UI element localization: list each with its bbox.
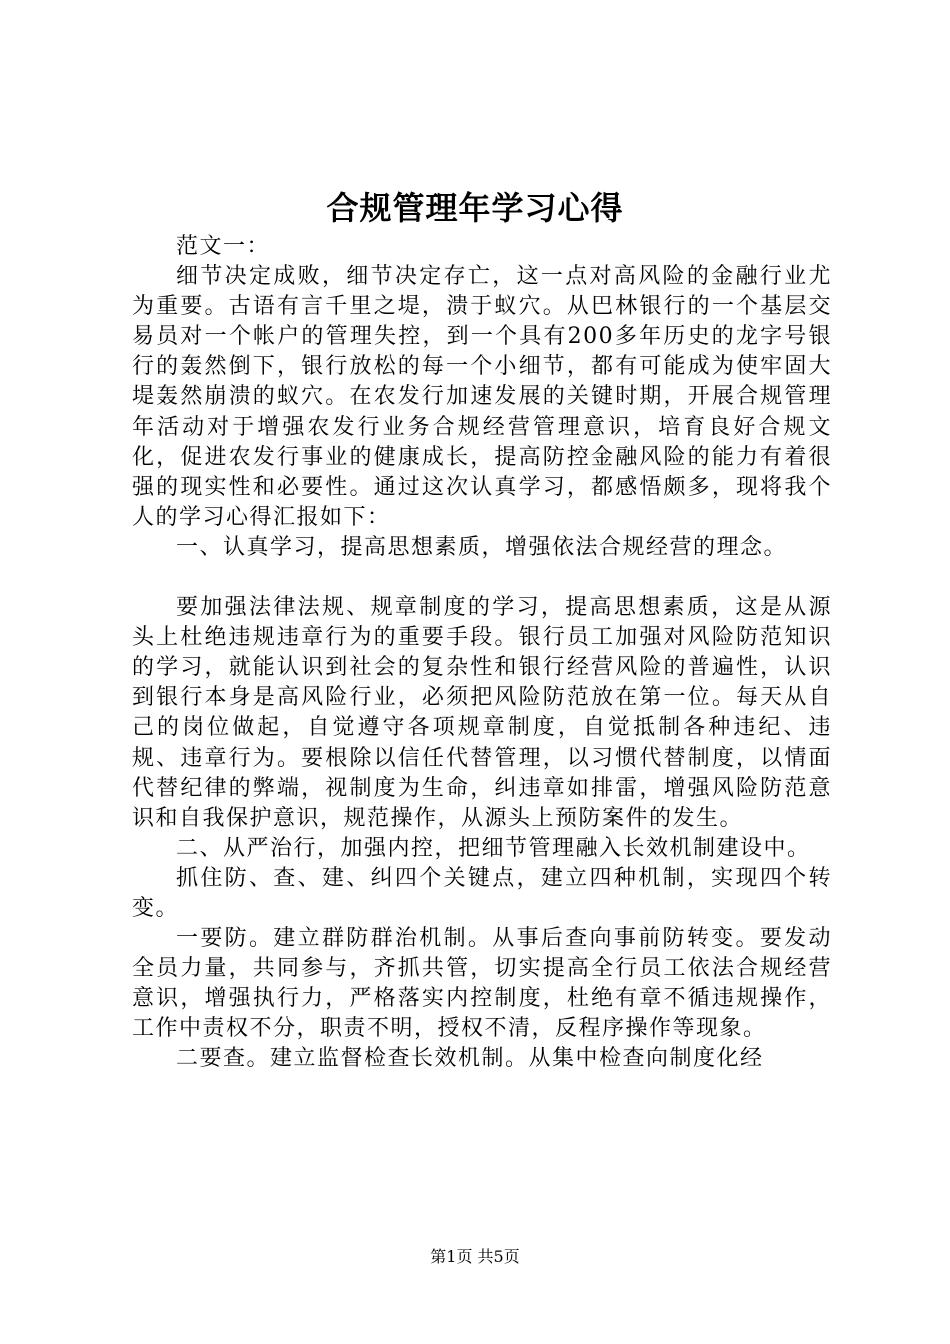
paragraph-four-keys: 抓住防、查、建、纠四个关键点，建立四种机制，实现四个转变。 [132,865,832,921]
paragraph-study-laws: 要加强法律法规、规章制度的学习，提高思想素质，这是从源头上杜绝违规违章行为的重要手段。银行员工加强对风险防范知识的学习，就能认识到社会的复杂性和银行经营风险的普遍性，认识到银行本身是高风险行业，必须把风险防范放在第一位。每天从自己的岗位做起，自觉遵守各项规章制度，自觉抵制各种违纪、违规、违章行为。要根除以信任代替管理，以习惯代替制度，以情面代替纪律的弊端，视制度为生命，纠违章如排雷，增强风险防范意识和自我保护意识，规范操作，从源头上预防案件的发生。 [132,595,832,831]
paragraph-prevent: 一要防。建立群防群治机制。从事后查向事前防转变。要发动全员力量，共同参与，齐抓共管，切实提高全行员工依法合规经营意识，增强执行力，严格落实内控制度，杜绝有章不循违规操作，工作中责权不分，职责不明，授权不清，反程序操作等现象。 [132,926,832,1042]
page-number-footer: 第1页 共5页 [430,1247,520,1266]
document-title: 合规管理年学习心得 [326,189,624,227]
paragraph-sample-label: 范文一： [176,234,271,259]
paragraph-intro: 细节决定成败，细节决定存亡，这一点对高风险的金融行业尤为重要。古语有言千里之堤，溃于蚁穴。从巴林银行的一个基层交易员对一个帐户的管理失控，到一个具有200多年历史的龙字号银行的轰然倒下，银行放松的每一个小细节，都有可能成为使牢固大堤轰然崩溃的蚁穴。在农发行加速发展的关键时期，开展合规管理年活动对于增强农发行业务合规经营管理意识，培育良好合规文化，促进农发行事业的健康成长，提高防控金融风险的能力有着很强的现实性和必要性。通过这次认真学习，都感悟颇多，现将我个人的学习心得汇报如下： [132,264,832,530]
document-body [132,232,832,1075]
paragraph-heading-two: 二、从严治行，加强内控，把细节管理融入长效机制建设中。 [176,835,811,861]
paragraph-heading-one: 一、认真学习，提高思想素质，增强依法合规经营的理念。 [176,534,788,560]
paragraph-inspect: 二要查。建立监督检查长效机制。从集中检查向制度化经 [176,1046,764,1072]
